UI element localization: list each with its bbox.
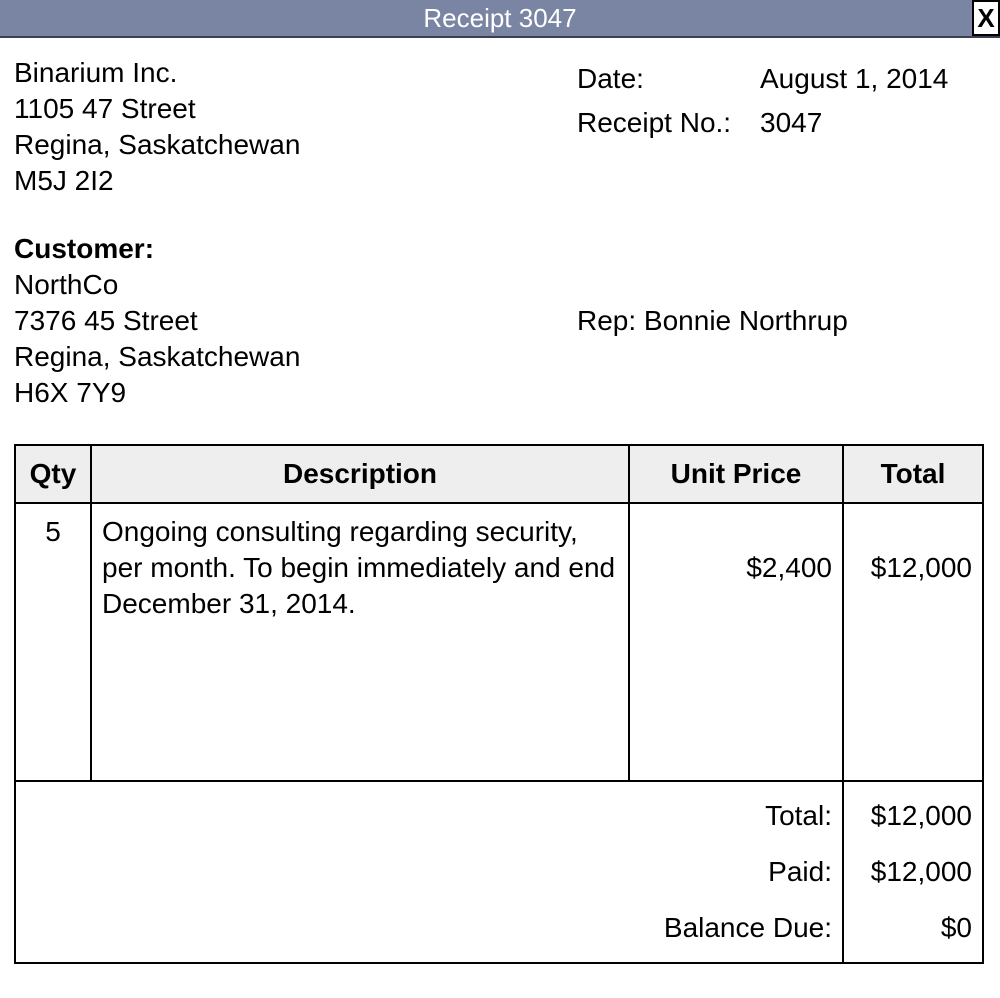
header-description: Description [91, 445, 629, 503]
total-label: Total: [765, 800, 832, 831]
balance-due-value: $0 [940, 912, 972, 943]
receipt-number-label: Receipt No.: [577, 107, 732, 138]
seller-postal: M5J 2I2 [14, 165, 114, 196]
table-header-row [15, 445, 983, 503]
summary-spacer [15, 781, 629, 963]
summary-values [843, 781, 983, 963]
header-total: Total [843, 445, 983, 503]
window-title: Receipt 3047 [423, 3, 577, 33]
rep-name: Rep: Bonnie Northrup [577, 305, 848, 336]
summary-labels [629, 781, 843, 963]
customer-heading: Customer: [14, 233, 155, 264]
total-value: $12,000 [870, 800, 972, 831]
customer-city: Regina, Saskatchewan [14, 341, 301, 372]
customer-postal: H6X 7Y9 [14, 377, 127, 408]
row-total: $12,000 [843, 503, 983, 781]
seller-name: Binarium Inc. [14, 57, 178, 88]
balance-due-label: Balance Due: [663, 912, 832, 943]
row-qty: 5 [15, 503, 91, 781]
close-button[interactable]: X [972, 0, 1000, 36]
seller-street: 1105 47 Street [14, 93, 196, 124]
customer-name: NorthCo [14, 269, 119, 300]
paid-label: Paid: [768, 856, 832, 887]
header-qty: Qty [15, 445, 91, 503]
customer-address [14, 231, 300, 411]
paid-value: $12,000 [870, 856, 972, 887]
row-unit-price: $2,400 [629, 503, 843, 781]
customer-street: 7376 45 Street [14, 305, 198, 336]
date-value: August 1, 2014 [760, 63, 949, 94]
receipt-number-value: 3047 [760, 107, 823, 138]
seller-city: Regina, Saskatchewan [14, 129, 301, 160]
header-unit-price: Unit Price [629, 445, 843, 503]
row-description: Ongoing consulting regarding security, per month. To begin immediately and end December 31, 2014. [91, 503, 629, 781]
table-row [15, 503, 983, 781]
date-label: Date: [577, 63, 644, 94]
seller-address [14, 55, 300, 199]
summary-row [15, 781, 983, 963]
title-bar [0, 0, 1000, 38]
line-items-table [14, 444, 984, 964]
